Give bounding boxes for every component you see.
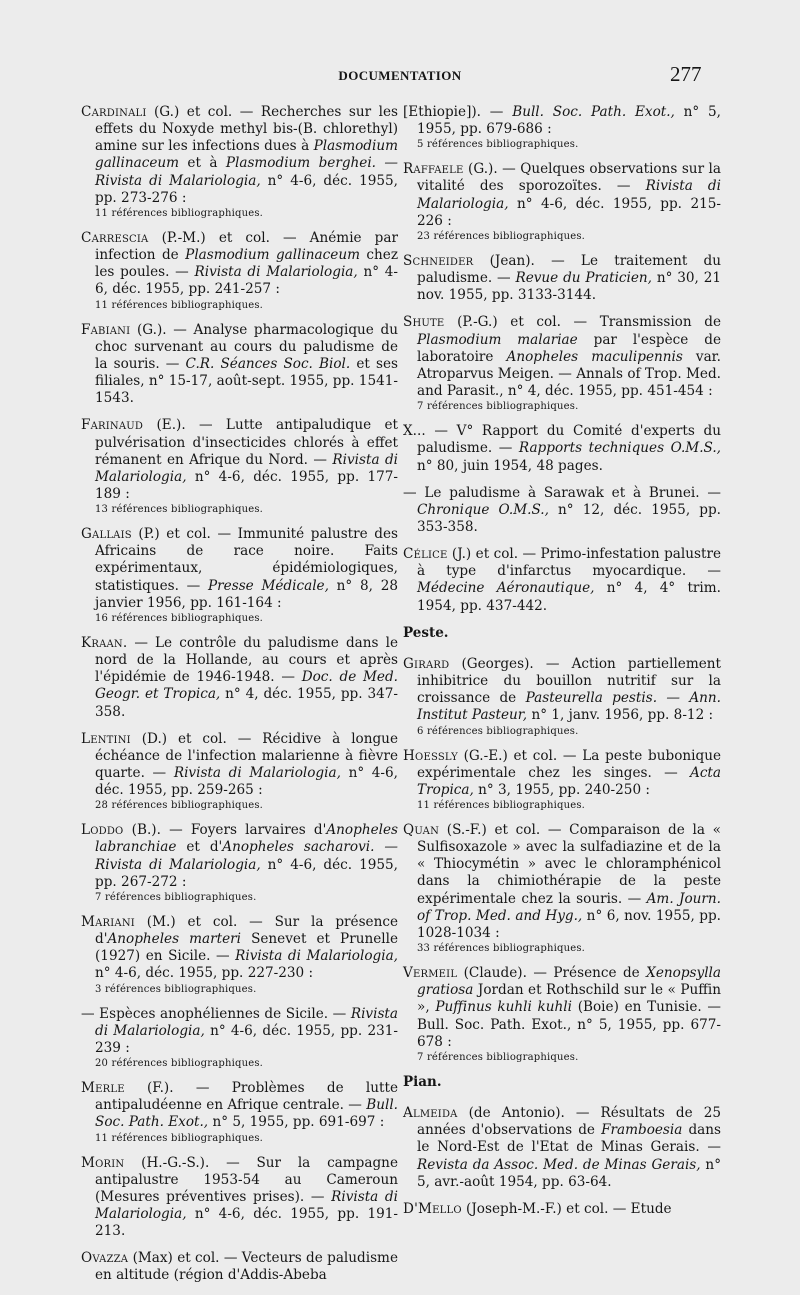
bibliography-entry	[403, 314, 721, 413]
entry-reference-count: 7 références bibliographiques.	[417, 1051, 579, 1063]
entry-body: chez les poules. —	[95, 247, 398, 281]
bibliography-entry	[81, 322, 398, 408]
entry-publication: Plasmodium gallinaceum	[185, 247, 360, 264]
entry-body: n° 1, janv. 1956, pp. 8-12 :	[527, 707, 714, 724]
entry-reference-count: 3 références bibliographiques.	[95, 983, 257, 995]
left-column	[81, 104, 398, 1295]
bibliography-entry	[403, 822, 721, 955]
entry-text	[81, 104, 398, 207]
entry-text	[403, 104, 721, 138]
entry-body: n° 4-6, déc. 1955, pp. 231-239 :	[95, 1022, 398, 1056]
entry-body: et ses filiales, n° 15-17, août-sept. 1955, pp. 1541-1543.	[95, 355, 398, 407]
entry-author: D'Mello	[403, 1200, 462, 1217]
entry-citation: n° 4-6, déc. 1955, pp. 273-276 :	[95, 172, 398, 206]
entry-citation: n° 5, avr.-août 1954, pp. 63-64.	[417, 1156, 721, 1190]
entry-publication: Médecine Aéronautique,	[417, 580, 595, 597]
entry-author: Almeida	[403, 1105, 458, 1122]
entry-author: Kraan	[81, 634, 123, 651]
bibliography-entry	[81, 230, 398, 312]
entry-author: Girard	[403, 655, 450, 672]
entry-publication: Puffinus kuhli kuhli	[435, 999, 572, 1016]
bibliography-entry	[81, 1250, 398, 1284]
entry-reference-count: 7 références bibliographiques.	[95, 891, 257, 903]
entry-publication: Rivista di Malariologia,	[95, 451, 398, 485]
entry-publication: Rivista di Malariologia,	[95, 1188, 398, 1222]
entry-citation: (Boie) en Tunisie. — Bull. Soc. Path. Exot., n° 5, 1955, pp. 677-678 :	[417, 999, 721, 1050]
entry-publication: Rivista di Malariologia,	[235, 948, 399, 965]
page-number: 277	[670, 62, 702, 86]
entry-publication: Rivista di Malariologia,	[95, 1005, 398, 1039]
entry-author: Carrescia	[81, 229, 149, 246]
entry-body: (G.) et col. — Recherches sur les effets du Noxyde methyl bis-(B. chlorethyl) amine sur les infections dues à	[95, 104, 398, 155]
entry-body: n° 12, déc. 1955, pp. 353-358.	[417, 501, 721, 535]
bibliography-entry	[81, 822, 398, 904]
bibliography-entry	[81, 635, 398, 721]
entry-publication: Bull. Soc. Path. Exot.,	[512, 104, 675, 120]
entry-author: Shute	[403, 314, 445, 331]
entry-publication: Plasmodium malariae	[417, 331, 578, 348]
entry-body: (P.) et col. — Immunité palustre des Africains de race noire. Faits expérimentaux, épidémiologiques, statistiques. —	[95, 526, 398, 594]
entry-body: (Claude). — Présence de	[457, 965, 647, 982]
entry-reference-count: 11 références bibliographiques.	[417, 800, 586, 811]
entry-text	[81, 1155, 398, 1241]
entry-author: Fabiani	[81, 321, 131, 338]
entry-publication: Pasteurella pestis. — Ann. Institut Pasteur,	[417, 690, 721, 724]
entry-publication: Anopheles marteri	[107, 931, 241, 948]
entry-publication: Am. Journ. of Trop. Med. and Hyg.,	[417, 890, 721, 924]
entry-text	[403, 314, 721, 400]
bibliography-entry	[81, 526, 398, 625]
bibliography-entry	[81, 1155, 398, 1241]
entry-citation: n° 4-6, déc. 1955, pp. 241-257 :	[95, 264, 398, 298]
entry-text	[403, 546, 721, 615]
entry-body: (D.) et col. — Récidive à longue échéance de l'infection malarienne à fièvre quarte. —	[95, 730, 398, 781]
entry-reference-count: 5 références bibliographiques.	[417, 139, 579, 151]
section-heading-pian: Pian.	[403, 1073, 442, 1090]
entry-text	[403, 656, 721, 725]
entry-body: n° 80, juin 1954, 48 pages.	[417, 457, 603, 474]
entry-body: (P.-M.) et col. — Anémie par infection de	[95, 229, 398, 264]
entry-publication: Plasmodium berghei. — Rivista di Malariologia,	[95, 155, 399, 189]
entry-body: (G.-E.) et col. — La peste bubonique expérimentale chez les singes. —	[417, 747, 721, 781]
entry-text	[403, 423, 721, 474]
entry-text	[81, 731, 398, 800]
entry-reference-count: 13 références bibliographiques.	[95, 504, 264, 516]
entry-reference-count: 7 références bibliographiques.	[417, 401, 579, 413]
entry-body: n° 6, nov. 1955, pp. 1028-1034 :	[417, 907, 721, 941]
entry-publication: Bull. Soc. Path. Exot.,	[95, 1097, 398, 1131]
entry-body: (G.). — Quelques observations sur la vitalité des sporozoïtes. —	[417, 161, 721, 195]
bibliography-entry	[403, 656, 721, 738]
entry-text	[81, 526, 398, 612]
entry-body: (J.) et col. — Primo-infestation palustre à type d'infarctus myocardique. —	[417, 546, 721, 580]
entry-body: Jordan et Rothschild sur le « Puffin »,	[417, 982, 721, 1016]
entry-publication: Revista da Assoc. Med. de Minas Gerais,	[417, 1156, 701, 1173]
entry-body: — Le paludisme à Sarawak et à Brunei. —	[403, 484, 721, 501]
entry-publication: Plasmodium gallinaceum	[95, 138, 398, 172]
entry-body: [Ethiopie]). —	[403, 104, 513, 120]
entry-body: X... — V° Rapport du Comité d'experts du paludisme. —	[403, 423, 721, 457]
entry-publication: Rivista di Malariologia,	[173, 765, 341, 781]
bibliography-entry	[403, 104, 721, 151]
entry-publication: Rivista di Malariologia,	[194, 264, 358, 281]
bibliography-entry	[81, 1006, 398, 1070]
bibliography-entry	[403, 253, 721, 304]
entry-body: (Joseph-M.-F.) et col. — Etude	[461, 1200, 672, 1217]
entry-body: n° 3, 1955, pp. 240-250 :	[473, 781, 650, 798]
entry-body: dans le Nord-Est de l'Etat de Minas Gerais. —	[417, 1122, 722, 1156]
entry-publication: Rivista di Malariologia,	[417, 178, 721, 212]
entry-reference-count: 33 références bibliographiques.	[417, 943, 586, 955]
entry-publication: C.R. Séances Soc. Biol.	[185, 355, 351, 372]
bibliography-entry	[81, 1080, 398, 1144]
entry-text	[403, 822, 721, 942]
entry-body: n° 4-6, déc. 1955, pp. 191-213.	[95, 1205, 398, 1240]
entry-author: Merle	[81, 1080, 125, 1097]
entry-text	[81, 1250, 398, 1284]
bibliography-entry	[403, 161, 721, 243]
entry-reference-count: 11 références bibliographiques.	[95, 299, 264, 311]
entry-body: (M.) et col. — Sur la présence d'	[95, 913, 398, 948]
right-column	[403, 104, 721, 1228]
entry-author: Quan	[403, 822, 440, 838]
entry-body: (Georges). — Action partiellement inhibitrice du bouillon nutritif sur la croissance de	[417, 655, 721, 707]
entry-reference-count: 20 références bibliographiques.	[95, 1058, 264, 1070]
entry-body: n° 4, 4° trim. 1954, pp. 437-442.	[417, 580, 721, 614]
entry-author: Raffaele	[403, 161, 464, 178]
entry-publication: Anopheles maculipennis	[506, 348, 683, 365]
entry-publication: Rapports techniques O.M.S.,	[518, 440, 721, 457]
entry-body: et d'	[176, 839, 223, 856]
entry-body: n° 4-6, déc. 1955, pp. 215-226 :	[417, 195, 721, 229]
entry-citation: n° 4-6, déc. 1955, pp. 227-230 :	[95, 965, 314, 982]
bibliography-entry	[403, 748, 721, 812]
entry-body: n° 4, déc. 1955, pp. 347-358.	[95, 686, 398, 720]
entry-text	[403, 485, 721, 536]
entry-body: n° 8, 28 janvier 1956, pp. 161-164 :	[95, 577, 398, 611]
entry-author: Hoessly	[403, 747, 458, 764]
entry-body: et à	[179, 155, 226, 172]
entry-reference-count: 16 références bibliographiques.	[95, 612, 264, 624]
entry-author: Schneider	[403, 252, 474, 269]
bibliography-entry	[403, 485, 721, 536]
entry-publication: Acta Tropica,	[417, 764, 721, 798]
entry-body: (de Antonio). — Résultats de 25 années d'observations de	[417, 1105, 721, 1139]
entry-text	[403, 253, 721, 304]
entry-text	[81, 322, 398, 408]
entry-publication: Chronique O.M.S.,	[417, 501, 549, 518]
entry-body: (H.-G.-S.). — Sur la campagne antipalustre 1953-54 au Cameroun (Mesures préventives prises). —	[95, 1154, 398, 1205]
bibliography-entry	[81, 731, 398, 813]
bibliography-entry	[403, 965, 721, 1064]
entry-publication: Xenopsylla gratiosa	[417, 965, 721, 999]
entry-body: (E.). — Lutte antipaludique et pulvérisation d'insecticides chlorés à effet rémanent en Afrique du Nord. —	[95, 417, 398, 468]
entry-reference-count: 23 références bibliographiques.	[417, 230, 586, 242]
entry-text	[403, 1105, 721, 1191]
entry-body: n° 5, 1955, pp. 691-697 :	[208, 1114, 385, 1131]
entry-text	[81, 1006, 398, 1057]
entry-author: Lentini	[81, 730, 131, 747]
bibliography-entry	[403, 1201, 721, 1218]
entry-publication: Anopheles sacharovi. — Rivista di Malariologia,	[95, 839, 398, 873]
bibliography-entry	[403, 423, 721, 474]
entry-body: n° 30, 21 nov. 1955, pp. 3133-3144.	[417, 270, 722, 304]
bibliography-entry	[403, 546, 721, 615]
entry-text	[81, 230, 398, 299]
entry-reference-count: 6 références bibliographiques.	[417, 725, 579, 737]
entry-text	[81, 914, 398, 983]
entry-citation: n° 4-6, déc. 1955, pp. 267-272 :	[95, 856, 398, 890]
entry-author: Loddo	[81, 822, 124, 839]
entry-publication: Revue du Praticien,	[515, 270, 653, 287]
entry-reference-count: 28 références bibliographiques.	[95, 800, 264, 812]
entry-text	[403, 748, 721, 799]
entry-body: (G.). — Analyse pharmacologique du choc survenant au cours du paludisme de la souris. —	[95, 321, 398, 372]
entry-author: Vermeil	[403, 965, 458, 982]
entry-author: Mariani	[81, 913, 135, 930]
entry-author: Célice	[403, 546, 448, 563]
entry-publication: Anopheles labranchiae	[95, 822, 398, 856]
entry-body: n° 4-6, déc. 1955, pp. 177-189 :	[95, 468, 398, 502]
entry-author: Farinaud	[81, 417, 144, 434]
entry-body: . — Le contrôle du paludisme dans le nord de la Hollande, au cours et après l'épidémie de 1946-1948. —	[95, 634, 398, 686]
entry-author: Ovazza	[81, 1250, 129, 1267]
entry-citation: var. Atroparvus Meigen. — Annals of Trop. Med. and Parasit., n° 4, déc. 1955, pp. 451-454 :	[417, 348, 721, 400]
bibliography-entry	[81, 417, 398, 516]
entry-body: (S.-F.) et col. — Comparaison de la « Sulfisoxazole » avec la sulfadiazine et de la « Thiocymétin » avec le chloramphénicol dans la chimiothérapie de la peste expérimentale chez la souris. —	[417, 822, 721, 907]
entry-text	[81, 822, 398, 891]
entry-body: par l'espèce de laboratoire	[417, 331, 721, 365]
running-head: DOCUMENTATION	[338, 68, 462, 83]
entry-text	[81, 635, 398, 721]
entry-author: Morin	[81, 1154, 125, 1171]
entry-author: Gallais	[81, 526, 132, 543]
entry-body: — Espèces anophéliennes de Sicile. —	[81, 1005, 351, 1022]
entry-publication: Doc. de Med. Geogr. et Tropica,	[95, 669, 398, 703]
entry-text	[403, 965, 721, 1051]
entry-reference-count: 11 références bibliographiques.	[95, 207, 264, 219]
entry-body: n° 5, 1955, pp. 679-686 :	[417, 104, 722, 138]
section-heading-peste: Peste.	[403, 624, 449, 641]
entry-body: n° 4-6, déc. 1955, pp. 259-265 :	[95, 765, 398, 799]
entry-body: Senevet et Prunelle (1927) en Sicile. —	[95, 931, 398, 965]
entry-text	[81, 1080, 398, 1131]
entry-body: (F.). — Problèmes de lutte antipaludéenne en Afrique centrale. —	[95, 1080, 398, 1114]
bibliography-entry	[81, 104, 398, 220]
entry-body: (Jean). — Le traitement du paludisme. —	[417, 252, 721, 287]
entry-body: (Max) et col. — Vecteurs de paludisme en altitude (région d'Addis-Abeba	[95, 1250, 398, 1284]
entry-reference-count: 11 références bibliographiques.	[95, 1132, 264, 1144]
entry-publication: Framboesia	[601, 1122, 683, 1139]
entry-text	[403, 161, 721, 230]
entry-body: (B.). — Foyers larvaires d'	[123, 822, 327, 839]
entry-text	[81, 417, 398, 503]
bibliography-entry	[81, 914, 398, 996]
entry-publication: Presse Médicale,	[208, 577, 329, 594]
entry-text	[403, 1201, 721, 1218]
entry-body: (P.-G.) et col. — Transmission de	[444, 314, 721, 331]
entry-author: Cardinali	[81, 104, 147, 120]
bibliography-entry	[403, 1105, 721, 1191]
